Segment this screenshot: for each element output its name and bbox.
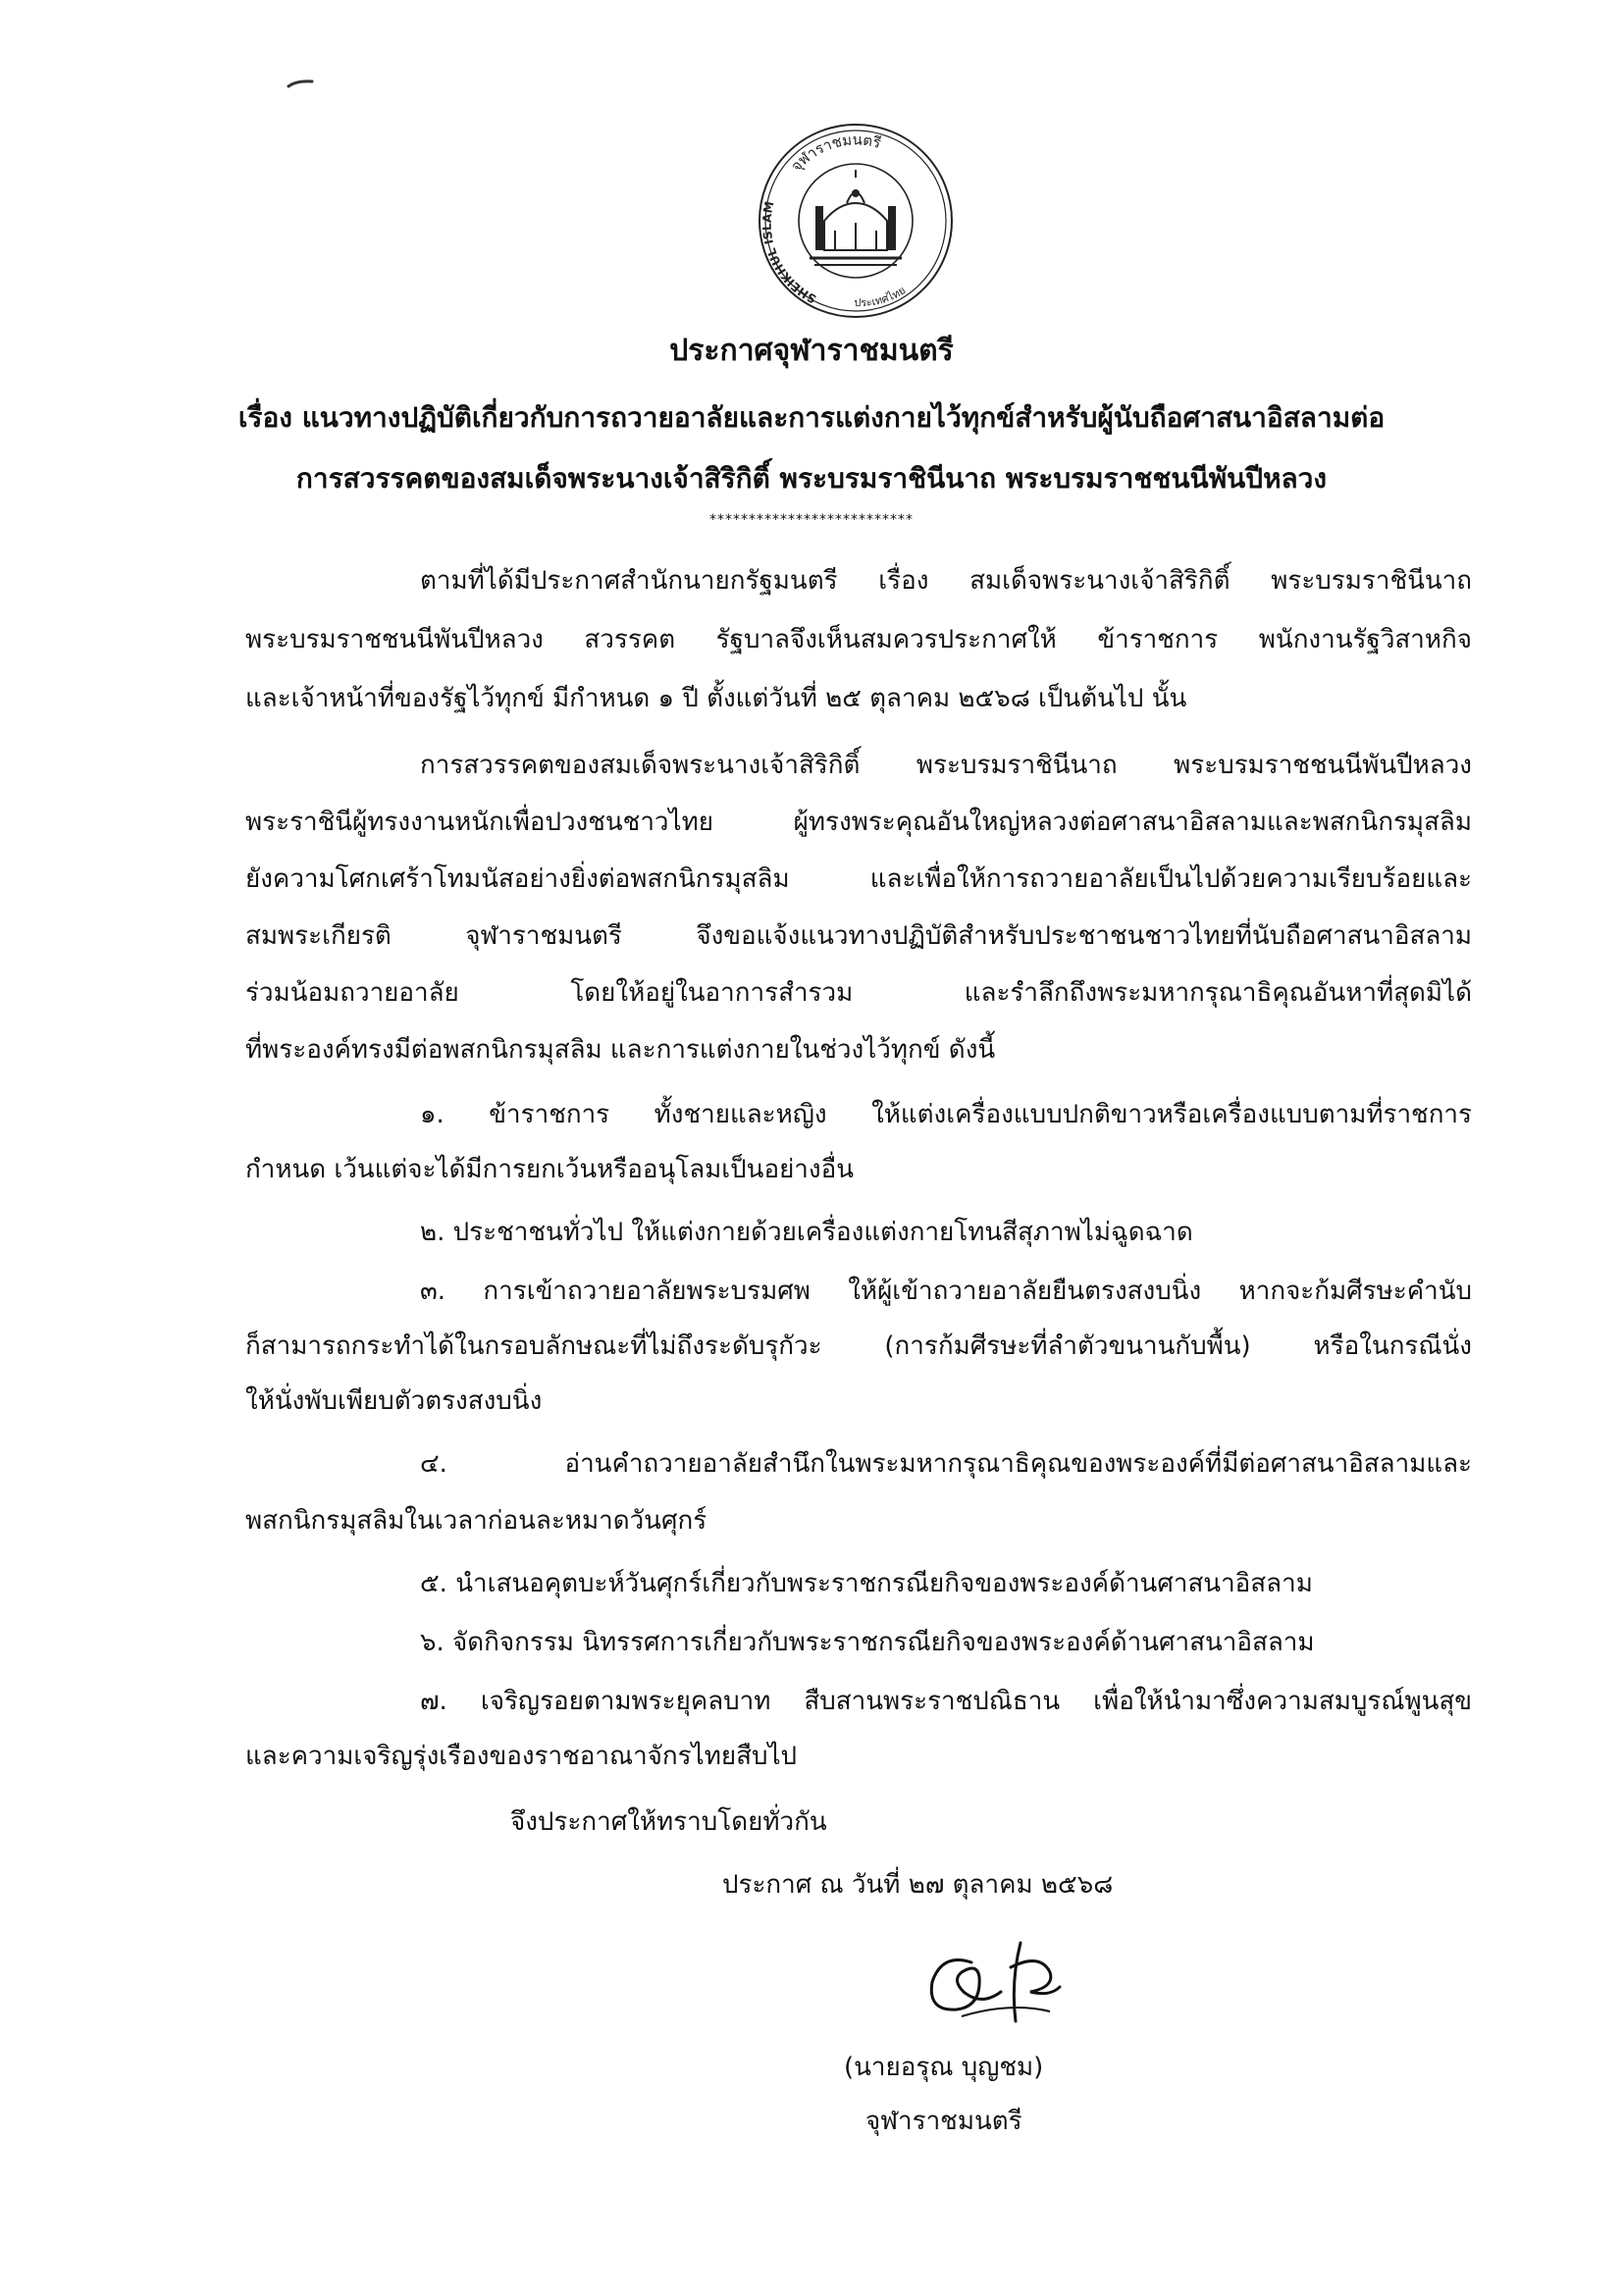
item2-line: ๒. ประชาชนทั่วไป ให้แต่งกายด้วยเครื่องแต่งกายโทนสีสุภาพไม่ฉูดฉาด [420, 1218, 1193, 1247]
closing-statement: จึงประกาศให้ทราบโดยทั่วกัน [510, 1807, 827, 1837]
announcement-date: ประกาศ ณ วันที่ ๒๗ ตุลาคม ๒๕๖๘ [722, 1870, 1114, 1900]
svg-text:จุฬาราชมนตรี [787, 130, 882, 175]
seal-arc-bottom: ประเทศไทย [854, 284, 909, 310]
handwritten-signature [903, 1923, 1099, 2041]
seal-arc-top: จุฬาราชมนตรี [787, 130, 883, 176]
item6-line: ๖. จัดกิจกรรม นิทรรศการเกี่ยวกับพระราชกรณียกิจของพระองค์ด้านศาสนาอิสลาม [420, 1628, 1315, 1657]
subject-line-1: เรื่อง แนวทางปฏิบัติเกี่ยวกับการถวายอาลัยและการแต่งกายไว้ทุกข์สำหรับผู้นับถือศาสนาอิสลามต่อ [237, 401, 1386, 434]
item1-line: ๑. ข้าราชการ ทั้งชายและหญิง ให้แต่งเครื่องแบบปกติขาวหรือเครื่องแบบตามที่ราชการ [420, 1100, 1472, 1129]
para1-line: ตามที่ได้มีประกาศสำนักนายกรัฐมนตรี เรื่อง สมเด็จพระนางเจ้าสิริกิติ์ พระบรมราชินีนาถ [420, 566, 1472, 596]
item7-line: และความเจริญรุ่งเรืองของราชอาณาจักรไทยสืบไป [245, 1742, 798, 1771]
para2-line: ร่วมน้อมถวายอาลัย โดยให้อยู่ในอาการสำรวม และรำลึกถึงพระมหากรุณาธิคุณอันหาที่สุดมิได้ [245, 978, 1472, 1008]
para2-line: ยังความโศกเศร้าโทมนัสอย่างยิ่งต่อพสกนิกรมุสลิม และเพื่อให้การถวายอาลัยเป็นไปด้วยความเรียบร้อยและ [245, 864, 1472, 894]
para2-line: สมพระเกียรติ จุฬาราชมนตรี จึงขอแจ้งแนวทางปฏิบัติสำหรับประชาชนชาวไทยที่นับถือศาสนาอิสลาม [245, 921, 1472, 951]
signer-title: จุฬาราชมนตรี [865, 2107, 1022, 2136]
item7-line: ๗. เจริญรอยตามพระยุคลบาท สืบสานพระราชปณิธาน เพื่อให้นำมาซึ่งความสมบูรณ์พูนสุข [420, 1687, 1472, 1716]
para2-line: ที่พระองค์ทรงมีต่อพสกนิกรมุสลิม และการแต่งกายในช่วงไว้ทุกข์ ดังนี้ [245, 1035, 996, 1065]
para1-line: พระบรมราชชนนีพันปีหลวง สวรรคต รัฐบาลจึงเห็นสมควรประกาศให้ ข้าราชการ พนักงานรัฐวิสาหกิจ [245, 625, 1472, 654]
ink-speck [287, 78, 316, 88]
para2-line: การสวรรคตของสมเด็จพระนางเจ้าสิริกิติ์ พระบรมราชินีนาถ พระบรมราชชนนีพันปีหลวง [420, 751, 1472, 780]
item1-line: กำหนด เว้นแต่จะได้มีการยกเว้นหรืออนุโลมเป็นอย่างอื่น [245, 1155, 854, 1184]
para1-line: และเจ้าหน้าที่ของรัฐไว้ทุกข์ มีกำหนด ๑ ปี ตั้งแต่วันที่ ๒๕ ตุลาคม ๒๕๖๘ เป็นต้นไป นั้น [245, 684, 1187, 713]
item3-line: ๓. การเข้าถวายอาลัยพระบรมศพ ให้ผู้เข้าถวายอาลัยยืนตรงสงบนิ่ง หากจะก้มศีรษะคำนับ [420, 1277, 1472, 1306]
item5-line: ๕. นำเสนอคุตบะห์วันศุกร์เกี่ยวกับพระราชกรณียกิจของพระองค์ด้านศาสนาอิสลาม [420, 1569, 1313, 1598]
announcement-title: ประกาศจุฬาราชมนตรี [669, 334, 954, 368]
para2-line: พระราชินีผู้ทรงงานหนักเพื่อปวงชนชาวไทย ผู้ทรงพระคุณอันใหญ่หลวงต่อศาสนาอิสลามและพสกนิกรมุสลิม [245, 808, 1472, 837]
item4-line: พสกนิกรมุสลิมในเวลาก่อนละหมาดวันศุกร์ [245, 1506, 707, 1536]
subject-line-2: การสวรรคตของสมเด็จพระนางเจ้าสิริกิติ์ พระบรมราชินีนาถ พระบรมราชชนนีพันปีหลวง [295, 462, 1328, 495]
official-seal-emblem [731, 113, 981, 329]
item3-line: ก็สามารถกระทำได้ในกรอบลักษณะที่ไม่ถึงระดับรุกัวะ (การก้มศีรษะที่ลำตัวขนานกับพื้น) หรือในกรณีนั่ง [245, 1331, 1472, 1361]
signer-name: (นายอรุณ บุญชม) [844, 2053, 1044, 2082]
seal-arc-left: SHEIKHUL ISLAM [759, 200, 819, 306]
separator-stars: ************************** [709, 512, 914, 528]
item3-line: ให้นั่งพับเพียบตัวตรงสงบนิ่ง [245, 1386, 543, 1416]
item4-line: ๔. อ่านคำถวายอาลัยสำนึกในพระมหากรุณาธิคุณของพระองค์ที่มีต่อศาสนาอิสลามและ [420, 1449, 1472, 1479]
